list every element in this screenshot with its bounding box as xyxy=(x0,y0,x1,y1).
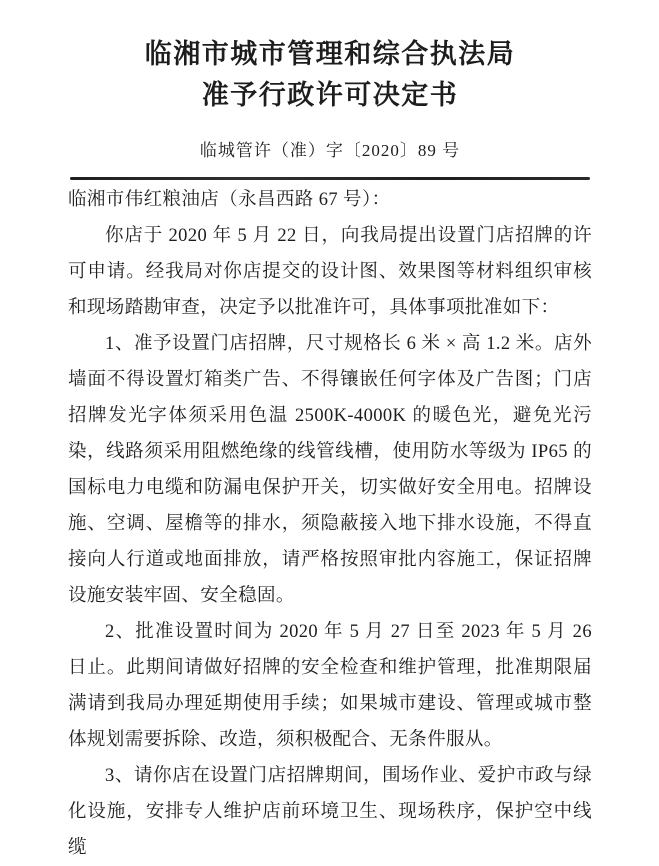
document-header xyxy=(68,34,592,180)
paragraph-item-1: 1、准予设置门店招牌，尺寸规格长 6 米 × 高 1.2 米。店外墙面不得设置灯箱类广告、不得镶嵌任何字体及广告图；门店招牌发光字体须采用色温 2500K-4000K 的暖色光，避免光污染，线路须采用阻燃绝缘的线管线槽，使用防水等级为 IP65 的国标电力电缆和防漏电保护开关，切实做好安全用电。招牌设施、空调、屋檐等的排水，须隐蔽接入地下排水设施，不得直接向人行道或地面排放，请严格按照审批内容施工，保证招牌设施安装牢固、安全稳固。 xyxy=(68,334,592,606)
document-number: 临城管许（准）字〔2020〕89 号 xyxy=(199,141,461,160)
document-body xyxy=(68,182,592,866)
paragraph-item-2: 2、批准设置时间为 2020 年 5 月 27 日至 2023 年 5 月 26 日止。此期间请做好招牌的安全检查和维护管理，批准期限届满请到我局办理延期使用手续；如果城市建设、管理或城市整体规划需要拆除、改造，须积极配合、无条件服从。 xyxy=(68,622,592,750)
paragraph-item-3: 3、请你店在设置门店招牌期间，围场作业、爱护市政与绿化设施，安排专人维护店前环境卫生、现场秩序，保护空中线缆 xyxy=(68,766,592,858)
document-title xyxy=(68,34,592,116)
document-type-title: 准予行政许可决定书 xyxy=(201,80,459,110)
paragraph-intro: 你店于 2020 年 5 月 22 日，向我局提出设置门店招牌的许可申请。经我局对你店提交的设计图、效果图等材料组织审核和现场踏勘审查，决定予以批准许可，具体事项批准如下： xyxy=(68,226,592,318)
issuing-agency-title: 临湘市城市管理和综合执法局 xyxy=(144,39,516,69)
addressee-line: 临湘市伟红粮油店（永昌西路 67 号）： xyxy=(68,190,391,210)
header-divider xyxy=(70,177,590,180)
